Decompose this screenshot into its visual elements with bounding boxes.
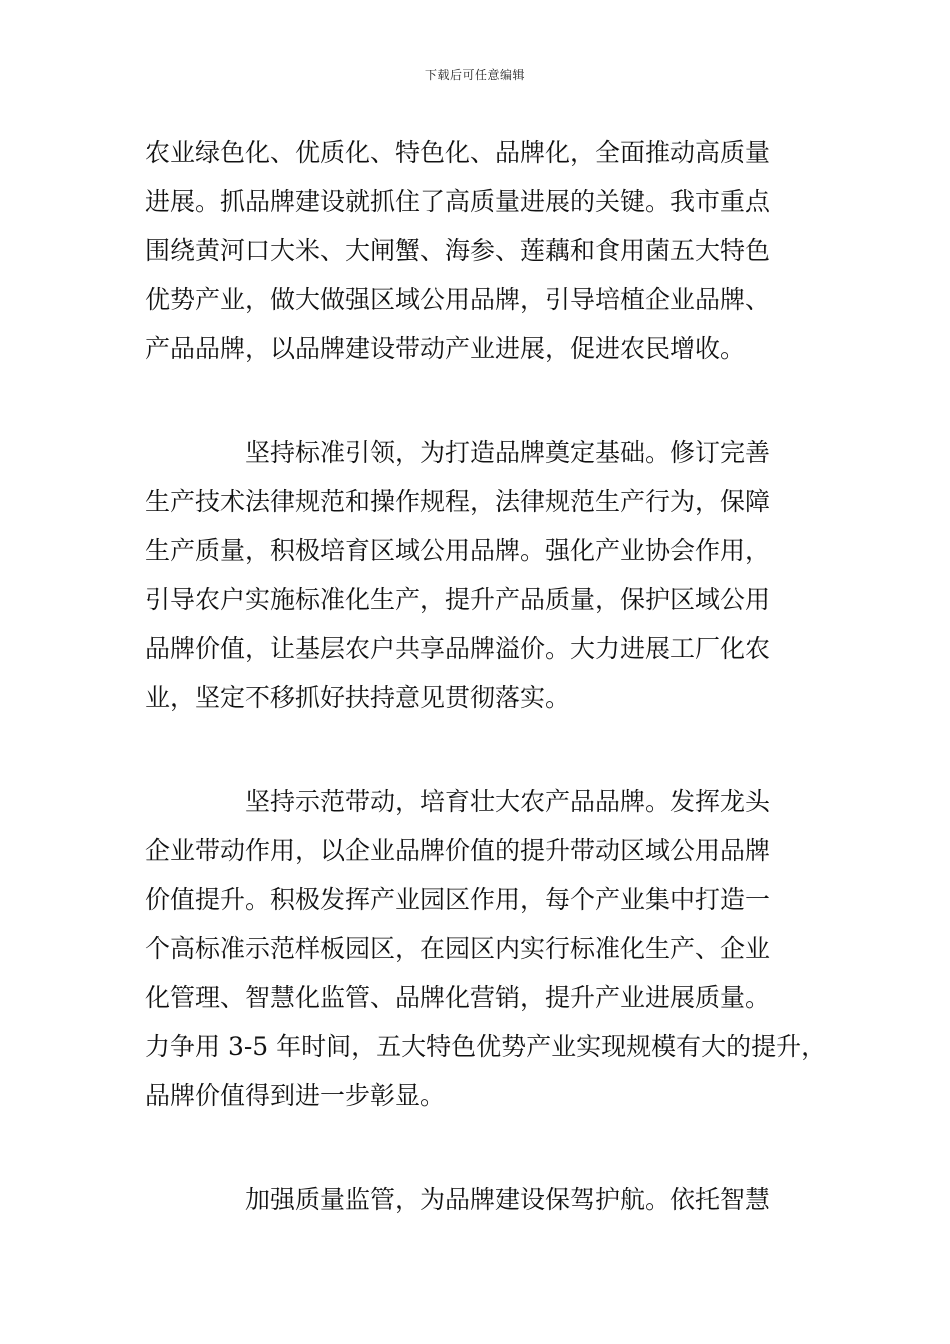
text-line: 化管理、智慧化监管、品牌化营销，提升产业进展质量。 (145, 983, 771, 1012)
page-header: 下载后可任意编辑 (424, 68, 525, 82)
text-line: 优势产业，做大做强区域公用品牌，引导培植企业品牌、 (145, 285, 771, 314)
paragraph-4 (145, 1175, 825, 1224)
text-line: 个高标准示范样板园区，在园区内实行标准化生产、企业 (145, 934, 771, 963)
text-line: 产品品牌，以品牌建设带动产业进展，促进农民增收。 (145, 334, 746, 363)
paragraph-3 (145, 777, 825, 1120)
text-line: 引导农户实施标准化生产，提升产品质量，保护区域公用 (145, 585, 771, 614)
text-line: 价值提升。积极发挥产业园区作用，每个产业集中打造一 (145, 885, 771, 914)
paragraph-1 (145, 128, 825, 373)
text-line: 坚持标准引领，为打造品牌奠定基础。修订完善 (145, 438, 771, 467)
text-line: 生产质量，积极培育区域公用品牌。强化产业协会作用， (145, 536, 771, 565)
text-line: 品牌价值，让基层农户共享品牌溢价。大力进展工厂化农 (145, 634, 771, 663)
paragraph-spacer (145, 373, 825, 428)
document-body (145, 128, 825, 1224)
text-line: 进展。抓品牌建设就抓住了高质量进展的关键。我市重点 (145, 187, 771, 216)
text-line: 围绕黄河口大米、大闸蟹、海参、莲藕和食用菌五大特色 (145, 236, 771, 265)
text-line: 生产技术法律规范和操作规程，法律规范生产行为，保障 (145, 487, 771, 516)
text-line: 业，坚定不移抓好扶持意见贯彻落实。 (145, 683, 571, 712)
text-line: 品牌价值得到进一步彰显。 (145, 1081, 446, 1110)
text-line: 力争用 3-5 年时间，五大特色优势产业实现规模有大的提升， (145, 1032, 827, 1061)
text-line: 企业带动作用，以企业品牌价值的提升带动区域公用品牌 (145, 836, 771, 865)
text-line: 加强质量监管，为品牌建设保驾护航。依托智慧 (145, 1185, 771, 1214)
text-line: 农业绿色化、优质化、特色化、品牌化，全面推动高质量 (145, 138, 771, 167)
paragraph-2 (145, 428, 825, 722)
paragraph-spacer (145, 722, 825, 777)
text-line: 坚持示范带动，培育壮大农产品品牌。发挥龙头 (145, 787, 771, 816)
paragraph-spacer (145, 1120, 825, 1175)
